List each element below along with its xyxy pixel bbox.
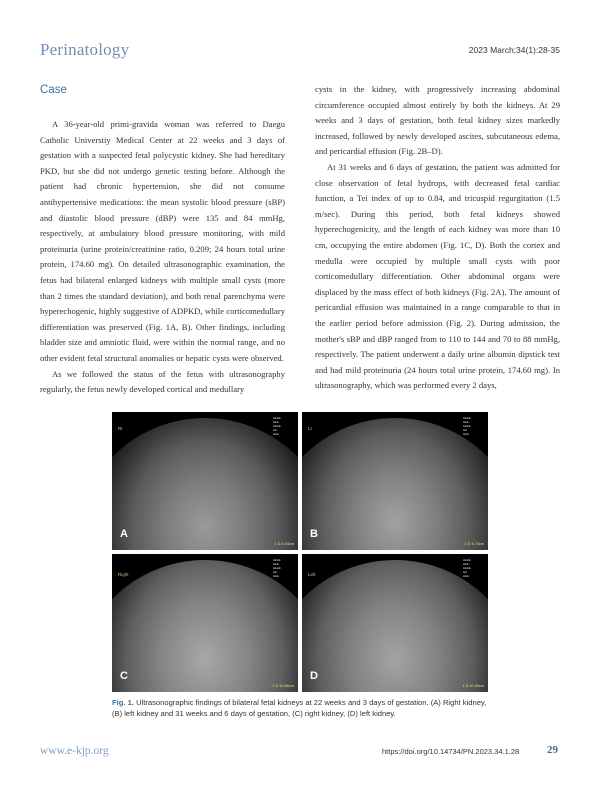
panel-side-label: Lt [308, 426, 312, 431]
ultrasound-panel-d [302, 554, 488, 692]
scan-parameters: ▪▪▪▪ ▪▪▪ ▪▪▪▪ ▪▪ ▪▪▪ [273, 416, 281, 436]
measurement-readout: 1 D 10.89cm [462, 684, 484, 688]
issue-citation: 2023 March;34(1):28-35 [468, 45, 560, 55]
journal-website[interactable]: www.e-kjp.org [40, 745, 109, 757]
ultrasound-image [302, 418, 488, 550]
scan-parameters: ▪▪▪▪ ▪▪▪ ▪▪▪▪ ▪▪ ▪▪▪ [273, 558, 281, 578]
figure-caption [112, 697, 490, 719]
scan-parameters: ▪▪▪▪ ▪▪▪ ▪▪▪▪ ▪▪ ▪▪▪ [463, 558, 471, 578]
left-text-column [40, 117, 285, 398]
figure-label: Fig. 1. [112, 698, 134, 707]
ultrasound-panel-a [112, 412, 298, 550]
ultrasound-panel-c [112, 554, 298, 692]
paragraph: A 36-year-old primi-gravida woman was referred to Daegu Catholic Universtiy Medical Center at 22 weeks and 3 days of gestation with a suspected fetal polycystic kidney. She had hereditary PKD, but she did not undergo genetic testing before. Although the patient had chronic hypertension, she did not consume antihypertensive medications: the mean systolic blood pressure (sBP) and diastolic blood pressure (dBP) were 135 and 84 mmHg, respectively, at ambulatory blood pressure monitoring, with mild proteinuria (urine protein/creatinine ratio, 0.209; 24 hours total urine protein, 174.60 mg). On detailed ultrasonographic examination, the fetus had bilateral enlarged kidneys with multiple small cysts (more than 2 times the standard deviation), and both renal parenchyma were hyperechogenic, highly suggestive of ADPKD, while corticomedullary differentiation was preserved (Fig. 1A, B). Other findings, including bladder size and amniotic fluid, were within the normal range, and no other evident fetal structural anomalies or hepatic cysts were observed. [40, 119, 285, 363]
paragraph: As we followed the status of the fetus with ultrasonography regularly, the fetus newly developed cortical and medullary [40, 368, 285, 395]
measurement-readout: 1 D 10.66cm [272, 684, 294, 688]
measurement-readout: 1 D 4.34cm [274, 542, 294, 546]
scan-parameters: ▪▪▪▪ ▪▪▪ ▪▪▪▪ ▪▪ ▪▪▪ [463, 416, 471, 436]
figure-1 [112, 412, 488, 692]
panel-side-label: Left [308, 572, 316, 577]
panel-side-label: Right [118, 572, 129, 577]
right-text-column [315, 82, 560, 394]
page-number: 29 [547, 744, 558, 756]
ultrasound-image [112, 560, 298, 692]
journal-title: Perinatology [40, 40, 130, 59]
panel-side-label: Rt [118, 426, 123, 431]
panel-letter: D [310, 670, 318, 682]
doi-link[interactable]: https://doi.org/10.14734/PN.2023.34.1.28 [382, 747, 520, 756]
paragraph: cysts in the kidney, with progressively increasing abdominal circumference occupied almost entirely by both the kidneys. At 29 weeks and 3 days of gestation, both fetal kidney sizes markedly increased, followed by newly developed ascites, subcutaneous edema, and pericardial effusion (Fig. 2B–D). [315, 84, 560, 157]
paragraph: At 31 weeks and 6 days of gestation, the patient was admitted for close observation of fetal hydrops, with decreased fetal cardiac function, a Tei index of up to 0.84, and tricuspid regurgitation (1.5 m/sec). During this period, both fetal kidneys showed hyperechogenicity, and the length of each kidney was more than 10 cm, occupying the entire abdomen (Fig. 1C, D). Both the cortex and medulla were occupied by multiple small cysts with poor corticomedullary differentiation. Other abdominal organs were displaced by the mass effect of both kidneys (Fig. 2A). The amount of pericardial effusion was maintained in a range comparable to that in the earlier period before admission (Fig. 2). During admission, the mother's sBP and dBP ranged from to 110 to 144 and 70 to 88 mmHg, respectively. The patient underwent a daily urine albumin dipstick test and had mild proteinuria (24 hours total urine protein, 174.60 mg). In ultrasonography, which was performed every 2 days, [315, 161, 560, 391]
panel-letter: A [120, 528, 128, 540]
panel-letter: C [120, 670, 128, 682]
ultrasound-panel-b [302, 412, 488, 550]
ultrasound-image [302, 560, 488, 692]
section-heading: Case [40, 84, 67, 96]
caption-text: Ultrasonographic findings of bilateral fetal kidneys at 22 weeks and 3 days of gestation. (A) Right kidney, (B) left kidney and 31 weeks and 6 days of gestation, (C) right kidney, (D) left kidney. [112, 698, 487, 718]
panel-letter: B [310, 528, 318, 540]
ultrasound-image [112, 418, 298, 550]
measurement-readout: 1 D 4.74cm [464, 542, 484, 546]
